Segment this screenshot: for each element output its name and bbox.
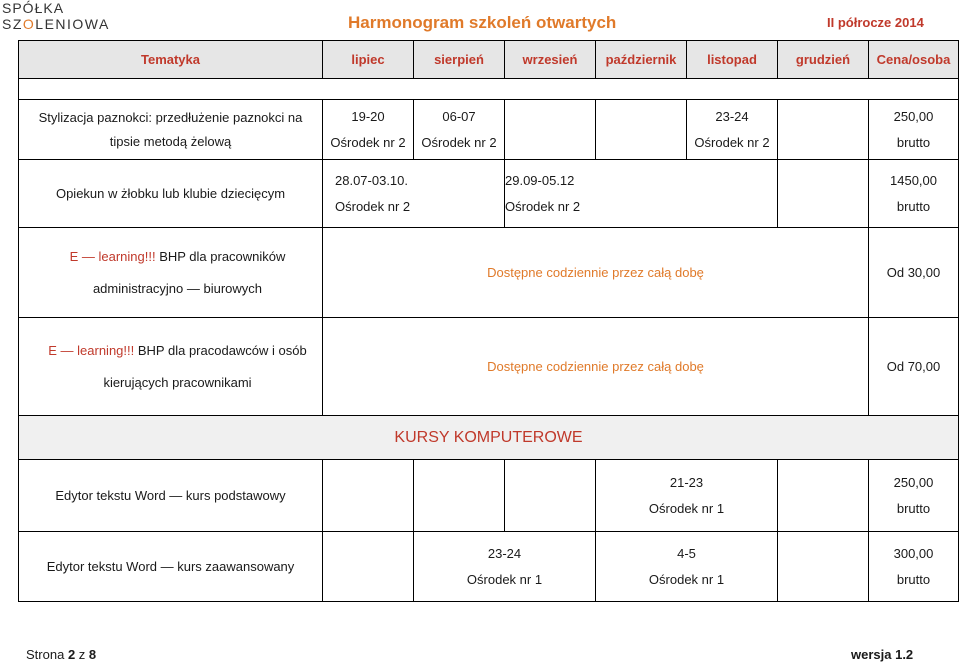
topic-line: kierujących pracownikami [103, 374, 252, 390]
price-note: brutto [896, 198, 931, 214]
current-page: 2 [67, 647, 76, 662]
price-cell: Od 70,00 [869, 318, 959, 416]
company-logo [0, 0, 110, 40]
session-location: Ośrodek nr 1 [466, 571, 543, 587]
column-header-august: sierpień [414, 41, 505, 79]
december-cell [778, 460, 869, 532]
topic-cell [19, 100, 323, 160]
december-cell [778, 100, 869, 160]
session-location: Ośrodek nr 2 [421, 134, 497, 150]
july-cell [323, 532, 414, 602]
column-header-december: grudzień [778, 41, 869, 79]
topic-text: BHP dla pracowników [159, 248, 286, 264]
table-row [19, 532, 959, 602]
october-november-cell [596, 532, 778, 602]
topic-line: administracyjno — biurowych [92, 280, 263, 296]
topic-cell: Opiekun w żłobku lub klubie dziecięcym [19, 160, 323, 228]
august-cell [414, 460, 505, 532]
logo-line1: SPÓŁKA [2, 0, 65, 16]
table-row [19, 160, 959, 228]
session-location: Ośrodek nr 1 [648, 571, 725, 587]
price-value: 300,00 [893, 545, 934, 561]
august-cell [414, 100, 505, 160]
price-cell [869, 160, 959, 228]
price-value: 1450,00 [890, 172, 937, 188]
topic-line: Stylizacja paznokci: przedłużenie paznokci na [38, 109, 303, 125]
session-location: Ośrodek nr 2 [335, 198, 411, 214]
session-date: 4-5 [677, 545, 696, 561]
topic-cell: Edytor tekstu Word — kurs zaawansowany [19, 532, 323, 602]
session-date: 23-24 [715, 108, 749, 124]
price-cell [869, 532, 959, 602]
september-cell [505, 100, 596, 160]
december-cell [778, 160, 869, 228]
october-november-cell [596, 460, 778, 532]
session-date: 23-24 [487, 545, 522, 561]
topic-text: BHP dla pracodawców i osób [137, 342, 307, 358]
session-location: Ośrodek nr 2 [330, 134, 406, 150]
price-cell [869, 100, 959, 160]
table-row [19, 318, 959, 416]
spacer-row [19, 79, 959, 100]
price-cell: Od 30,00 [869, 228, 959, 318]
elearning-label: E — learning!!! [69, 248, 156, 264]
session-location: Ośrodek nr 1 [648, 500, 725, 516]
training-schedule-table [18, 40, 959, 602]
table-row [19, 460, 959, 532]
logo-line2: SZOLENIOWA [2, 16, 110, 32]
july-cell [323, 460, 414, 532]
july-cell [323, 100, 414, 160]
topic-cell [19, 228, 323, 318]
table-header-row [19, 41, 959, 79]
price-value: 250,00 [893, 108, 934, 124]
topic-line: tipsie metodą żelową [109, 133, 232, 149]
document-title: Harmonogram szkoleń otwartych [348, 13, 617, 32]
column-header-october: październik [596, 41, 687, 79]
page-number: Strona 2 z 8 [26, 647, 97, 662]
column-header-price: Cena/osoba [869, 41, 959, 79]
column-header-topic: Tematyka [19, 41, 323, 79]
august-september-cell [414, 532, 596, 602]
topic-cell: Edytor tekstu Word — kurs podstawowy [19, 460, 323, 532]
price-note: brutto [896, 134, 931, 150]
column-header-july: lipiec [323, 41, 414, 79]
document-period: II półrocze 2014 [827, 15, 924, 30]
december-cell [778, 532, 869, 602]
column-header-november: listopad [687, 41, 778, 79]
availability-cell: Dostępne codziennie przez całą dobę [323, 228, 869, 318]
price-cell [869, 460, 959, 532]
document-version: wersja 1.2 [851, 647, 914, 662]
section-title: KURSY KOMPUTEROWE [19, 416, 959, 460]
september-november-cell [505, 160, 778, 228]
session-date: 19-20 [351, 108, 385, 124]
price-value: 250,00 [893, 474, 934, 490]
september-cell [505, 460, 596, 532]
column-header-september: wrzesień [505, 41, 596, 79]
topic-cell [19, 318, 323, 416]
session-date: 06-07 [442, 108, 476, 124]
table-row [19, 228, 959, 318]
availability-cell: Dostępne codziennie przez całą dobę [323, 318, 869, 416]
elearning-label: E — learning!!! [48, 342, 135, 358]
price-note: brutto [896, 500, 931, 516]
session-date: 21-23 [669, 474, 704, 490]
total-pages: 8 [88, 647, 97, 662]
price-note: brutto [896, 571, 931, 587]
november-cell [687, 100, 778, 160]
session-location: Ośrodek nr 2 [694, 134, 770, 150]
session-date: 29.09-05.12 [505, 172, 575, 188]
table-row [19, 100, 959, 160]
session-date: 28.07-03.10. [335, 172, 409, 188]
october-cell [596, 100, 687, 160]
section-row [19, 416, 959, 460]
session-location: Ośrodek nr 2 [505, 198, 581, 214]
july-august-cell [323, 160, 505, 228]
